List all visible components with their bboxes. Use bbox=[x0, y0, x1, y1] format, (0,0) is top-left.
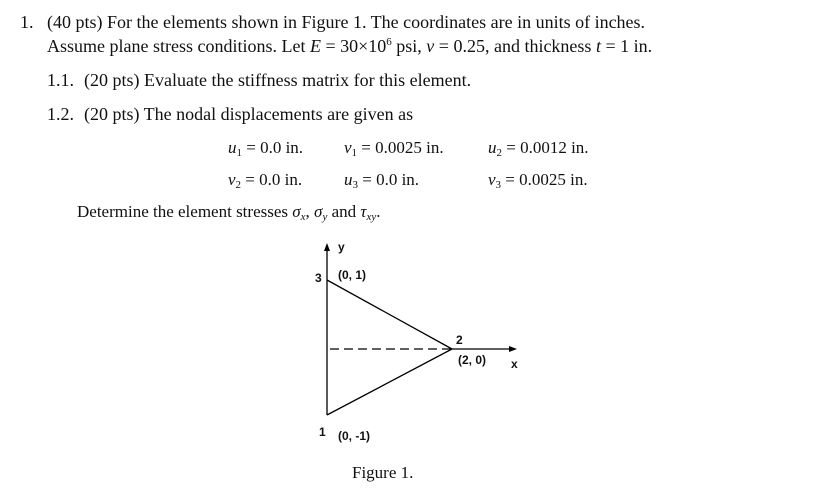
disp-v3: $v_3 = 0.0025$ in. bbox=[488, 170, 588, 191]
part-1-1-label: 1.1. bbox=[47, 70, 74, 90]
x-axis-arrowhead bbox=[509, 346, 517, 352]
y-axis-label: y bbox=[338, 240, 345, 254]
problem-number: 1. bbox=[20, 12, 34, 32]
t-symbol: t bbox=[595, 36, 601, 56]
node-1-label: 1 bbox=[319, 425, 326, 439]
disp-u1: $u_1 = 0.0$ in. bbox=[228, 138, 304, 159]
disp-v1: $v_1 = 0.0025$ in. bbox=[344, 138, 444, 159]
E-exponent: 6 bbox=[386, 36, 392, 48]
nu-value: = 0.25, and thickness bbox=[434, 36, 596, 56]
node-3-label: 3 bbox=[315, 271, 322, 285]
node-1-coord: (0, -1) bbox=[338, 429, 371, 443]
node-3-coord: (0, 1) bbox=[338, 268, 367, 282]
E-unit: psi, bbox=[391, 36, 427, 56]
part-1-2-text: (20 pts) The nodal displacements are given as bbox=[84, 104, 414, 124]
problem-line-1: (40 pts) For the elements shown in Figure 1. The coordinates are in units of inches. bbox=[47, 12, 646, 32]
node-2-label: 2 bbox=[456, 333, 463, 347]
part-1-1-text: (20 pts) Evaluate the stiffness matrix for this element. bbox=[84, 70, 472, 90]
disp-v2: $v_2 = 0.0$ in. bbox=[228, 170, 303, 191]
tau-xy: τ bbox=[360, 202, 367, 221]
t-value: = 1 in. bbox=[600, 36, 653, 56]
node-2-coord: (2, 0) bbox=[458, 353, 487, 367]
sigma-y: σ bbox=[314, 202, 323, 221]
E-symbol: E bbox=[309, 36, 321, 56]
determine-line: Determine the element stresses $\sigma_x$, $\sigma_y$ and $\tau_{xy}$. bbox=[77, 202, 381, 223]
assumption-text: Assume plane stress conditions. Let bbox=[47, 36, 310, 56]
y-axis-arrowhead bbox=[324, 243, 330, 251]
nu-symbol: ν bbox=[426, 36, 435, 56]
E-value: = 30×10 bbox=[320, 36, 387, 56]
sigma-x: σ bbox=[292, 202, 301, 221]
part-1-2-label: 1.2. bbox=[47, 104, 74, 124]
x-axis-label: x bbox=[511, 357, 518, 371]
disp-u3: $u_3 = 0.0$ in. bbox=[344, 170, 420, 191]
edge-1-2 bbox=[327, 349, 452, 415]
disp-u2: $u_2 = 0.0012$ in. bbox=[488, 138, 589, 159]
edge-3-2 bbox=[327, 280, 452, 349]
figure-caption: Figure 1. bbox=[352, 463, 414, 482]
